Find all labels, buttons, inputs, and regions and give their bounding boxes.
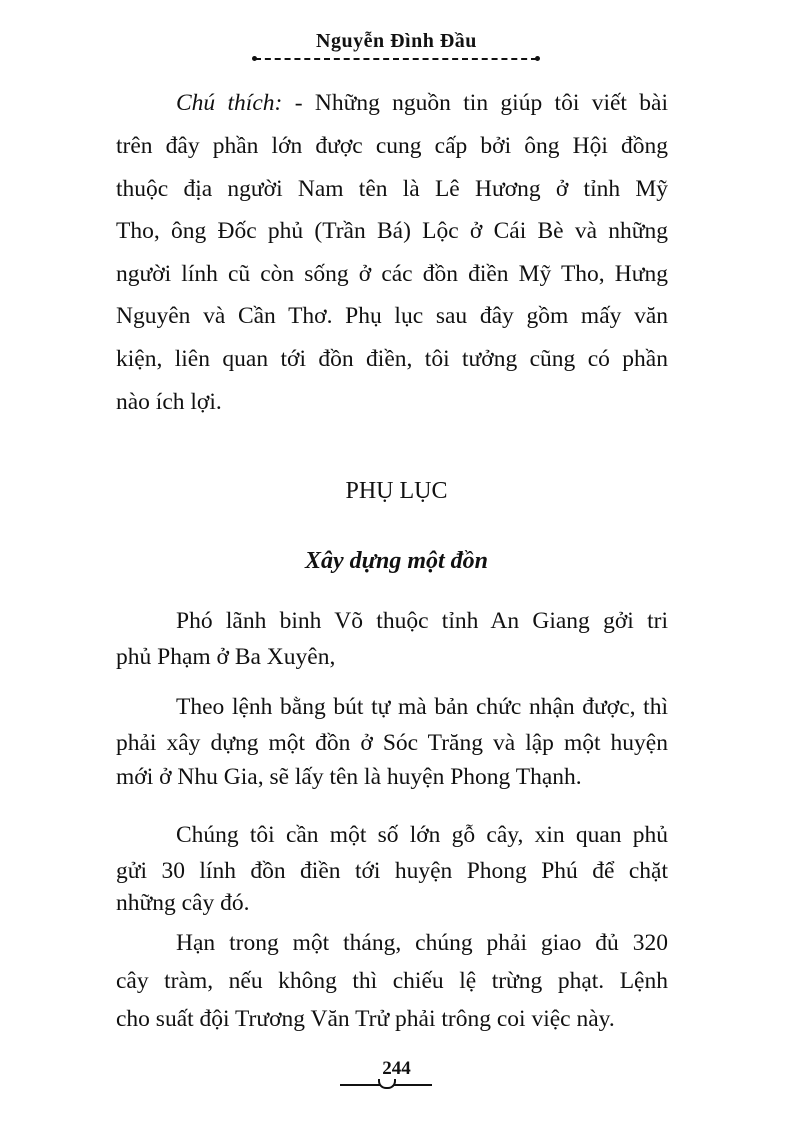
footnote-line: Nguyên và Cần Thơ. Phụ lục sau đây gồm mấy văn <box>116 303 668 329</box>
appendix-heading: PHỤ LỤC <box>345 478 448 504</box>
page-number-ornament <box>340 1084 432 1086</box>
body-line: cây tràm, nếu không thì chiếu lệ trừng phạt. Lệnh <box>116 968 668 994</box>
body-line: Chúng tôi cần một số lớn gỗ cây, xin quan phủ <box>176 822 668 848</box>
body-line: phải xây dựng một đồn ở Sóc Trăng và lập một huyện <box>116 730 668 756</box>
body-line: gửi 30 lính đồn điền tới huyện Phong Phú để chặt <box>116 858 668 884</box>
footnote-line: trên đây phần lớn được cung cấp bởi ông Hội đồng <box>116 133 668 159</box>
footnote-line: kiện, liên quan tới đồn điền, tôi tưởng cũng có phần <box>116 346 668 372</box>
body-line: những cây đó. <box>116 890 250 916</box>
header-divider <box>255 58 537 60</box>
body-line: Phó lãnh binh Võ thuộc tỉnh An Giang gởi tri <box>176 608 668 634</box>
body-line: Theo lệnh bằng bút tự mà bản chức nhận được, thì <box>176 694 668 720</box>
body-line: cho suất đội Trương Văn Trử phải trông coi việc này. <box>116 1006 615 1032</box>
footnote-line: nào ích lợi. <box>116 389 222 415</box>
footnote-line: người lính cũ còn sống ở các đồn điền Mỹ Tho, Hưng <box>116 261 668 287</box>
footnote-line: thuộc địa người Nam tên là Lê Hương ở tỉnh Mỹ <box>116 176 668 202</box>
appendix-title: Xây dựng một đồn <box>304 548 489 574</box>
running-header-author: Nguyễn Đình Đầu <box>316 30 477 52</box>
body-line: phủ Phạm ở Ba Xuyên, <box>116 644 336 670</box>
footnote-text: - Những nguồn tin giúp tôi viết bài <box>282 90 668 116</box>
footnote-line: Tho, ông Đốc phủ (Trần Bá) Lộc ở Cái Bè và những <box>116 218 668 244</box>
body-line: mới ở Nhu Gia, sẽ lấy tên là huyện Phong Thạnh. <box>116 764 582 790</box>
footnote-label: Chú thích: <box>176 90 283 116</box>
page-number: 244 <box>382 1058 411 1079</box>
body-line: Hạn trong một tháng, chúng phải giao đủ 320 <box>176 930 668 956</box>
footnote-line <box>176 88 668 118</box>
